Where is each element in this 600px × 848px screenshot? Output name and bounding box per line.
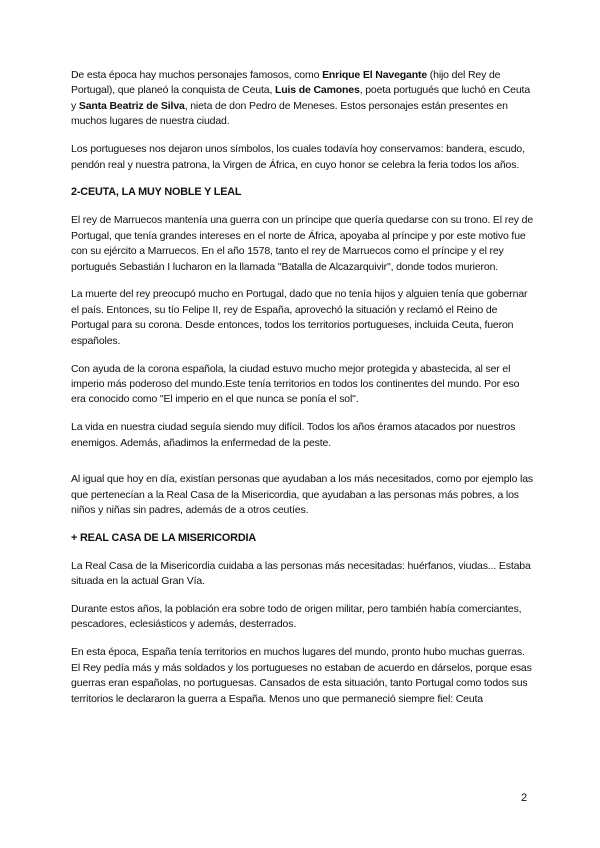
paragraph bbox=[71, 213, 534, 275]
text-run: El rey de Marruecos mantenía una guerra con un príncipe que quería quedarse con su trono. El rey de Portugal, que tenía grandes intereses en el norte de África, apoyaba al príncipe y por este motivo fue con su ejército a Marruecos. En el año 1578, tanto el rey de Marruecos como el príncipe y el rey portugués Sebastián I lucharon en la llamada "Batalla de Alcazarquivir", donde todos murieron. bbox=[71, 214, 534, 273]
paragraph bbox=[71, 287, 534, 349]
page-number: 2 bbox=[520, 792, 528, 804]
bold-text-run: Luis de Camones bbox=[274, 84, 360, 97]
text-run: Los portugueses nos dejaron unos símbolos, los cuales todavía hoy conservamos: bandera, escudo, pendón real y nuestra patrona, la Virgen de África, en cuyo honor se celebra la feria todos los años. bbox=[71, 143, 525, 171]
section-heading bbox=[71, 185, 534, 200]
paragraph bbox=[71, 142, 534, 173]
text-run: (hijo del Rey de Portugal), que planeó la conquista de Ceuta, bbox=[71, 69, 501, 97]
bold-text-run: + REAL CASA DE LA MISERICORDIA bbox=[71, 531, 256, 544]
text-run: La Real Casa de la Misericordia cuidaba a las personas más necesitadas: huérfanos, viudas... Estaba situada en la actual Gran Vía. bbox=[71, 559, 531, 588]
text-run: Durante estos años, la población era sobre todo de origen militar, pero también había comerciantes, pescadores, eclesiásticos y además, desterrados. bbox=[71, 603, 522, 631]
paragraph bbox=[71, 645, 534, 707]
text-run: De esta época hay muchos personajes famosos, como bbox=[71, 69, 323, 81]
section-heading bbox=[71, 531, 534, 546]
paragraph bbox=[71, 472, 534, 518]
text-run: En esta época, España tenía territorios en muchos lugares del mundo, pronto hubo muchas guerras. El Rey pedía más y más soldados y los portugueses no estaban de acuerdo en dárselos, porque esas guerras eran españolas, no portuguesas. Cansados de esta situación, tanto Portugal como todos sus territorios le declararon la guerra a España. Menos uno que permaneció siempre fiel: Ceuta bbox=[71, 646, 532, 705]
text-run: La muerte del rey preocupó mucho en Portugal, dado que no tenía hijos y alguien tenía que gobernar el país. Entonces, su tío Felipe II, rey de España, aprovechó la situación y reclamó el Reino de Portugal para su corona. Desde entonces, todos los territorios portugueses, incluida Ceuta, fueron españoles. bbox=[71, 288, 528, 347]
paragraph bbox=[71, 68, 534, 130]
paragraph bbox=[71, 420, 534, 451]
text-run: , poeta portugués que luchó en Ceuta y bbox=[71, 84, 531, 112]
bold-text-run: Santa Beatriz de Silva bbox=[78, 99, 185, 112]
paragraph bbox=[71, 559, 534, 590]
paragraph bbox=[71, 362, 534, 408]
document-body bbox=[71, 68, 534, 720]
text-run: , nieta de don Pedro de Meneses. Estos personajes están presentes en muchos lugares de nuestra ciudad. bbox=[71, 99, 508, 128]
text-run: Con ayuda de la corona española, la ciudad estuvo mucho mejor protegida y abastecida, al ser el imperio más poderoso del mundo.Este tenía territorios en todos los continentes del mundo. Por eso era conocido como "El imperio en el que nunca se ponía el sol". bbox=[71, 362, 520, 406]
paragraph bbox=[71, 602, 534, 633]
text-run: La vida en nuestra ciudad seguía siendo muy difícil. Todos los años éramos atacados por nuestros enemigos. Además, añadimos la enfermedad de la peste. bbox=[71, 421, 516, 449]
text-run: Al igual que hoy en día, existían personas que ayudaban a los más necesitados, como por ejemplo las que pertenecían a la Real Casa de la Misericordia, que ayudaban a las personas más pobres, a los niños y niñas sin padres, además de a otros ceutíes. bbox=[71, 473, 534, 516]
bold-text-run: 2-CEUTA, LA MUY NOBLE Y LEAL bbox=[71, 186, 242, 199]
bold-text-run: Enrique El Navegante bbox=[322, 69, 428, 81]
